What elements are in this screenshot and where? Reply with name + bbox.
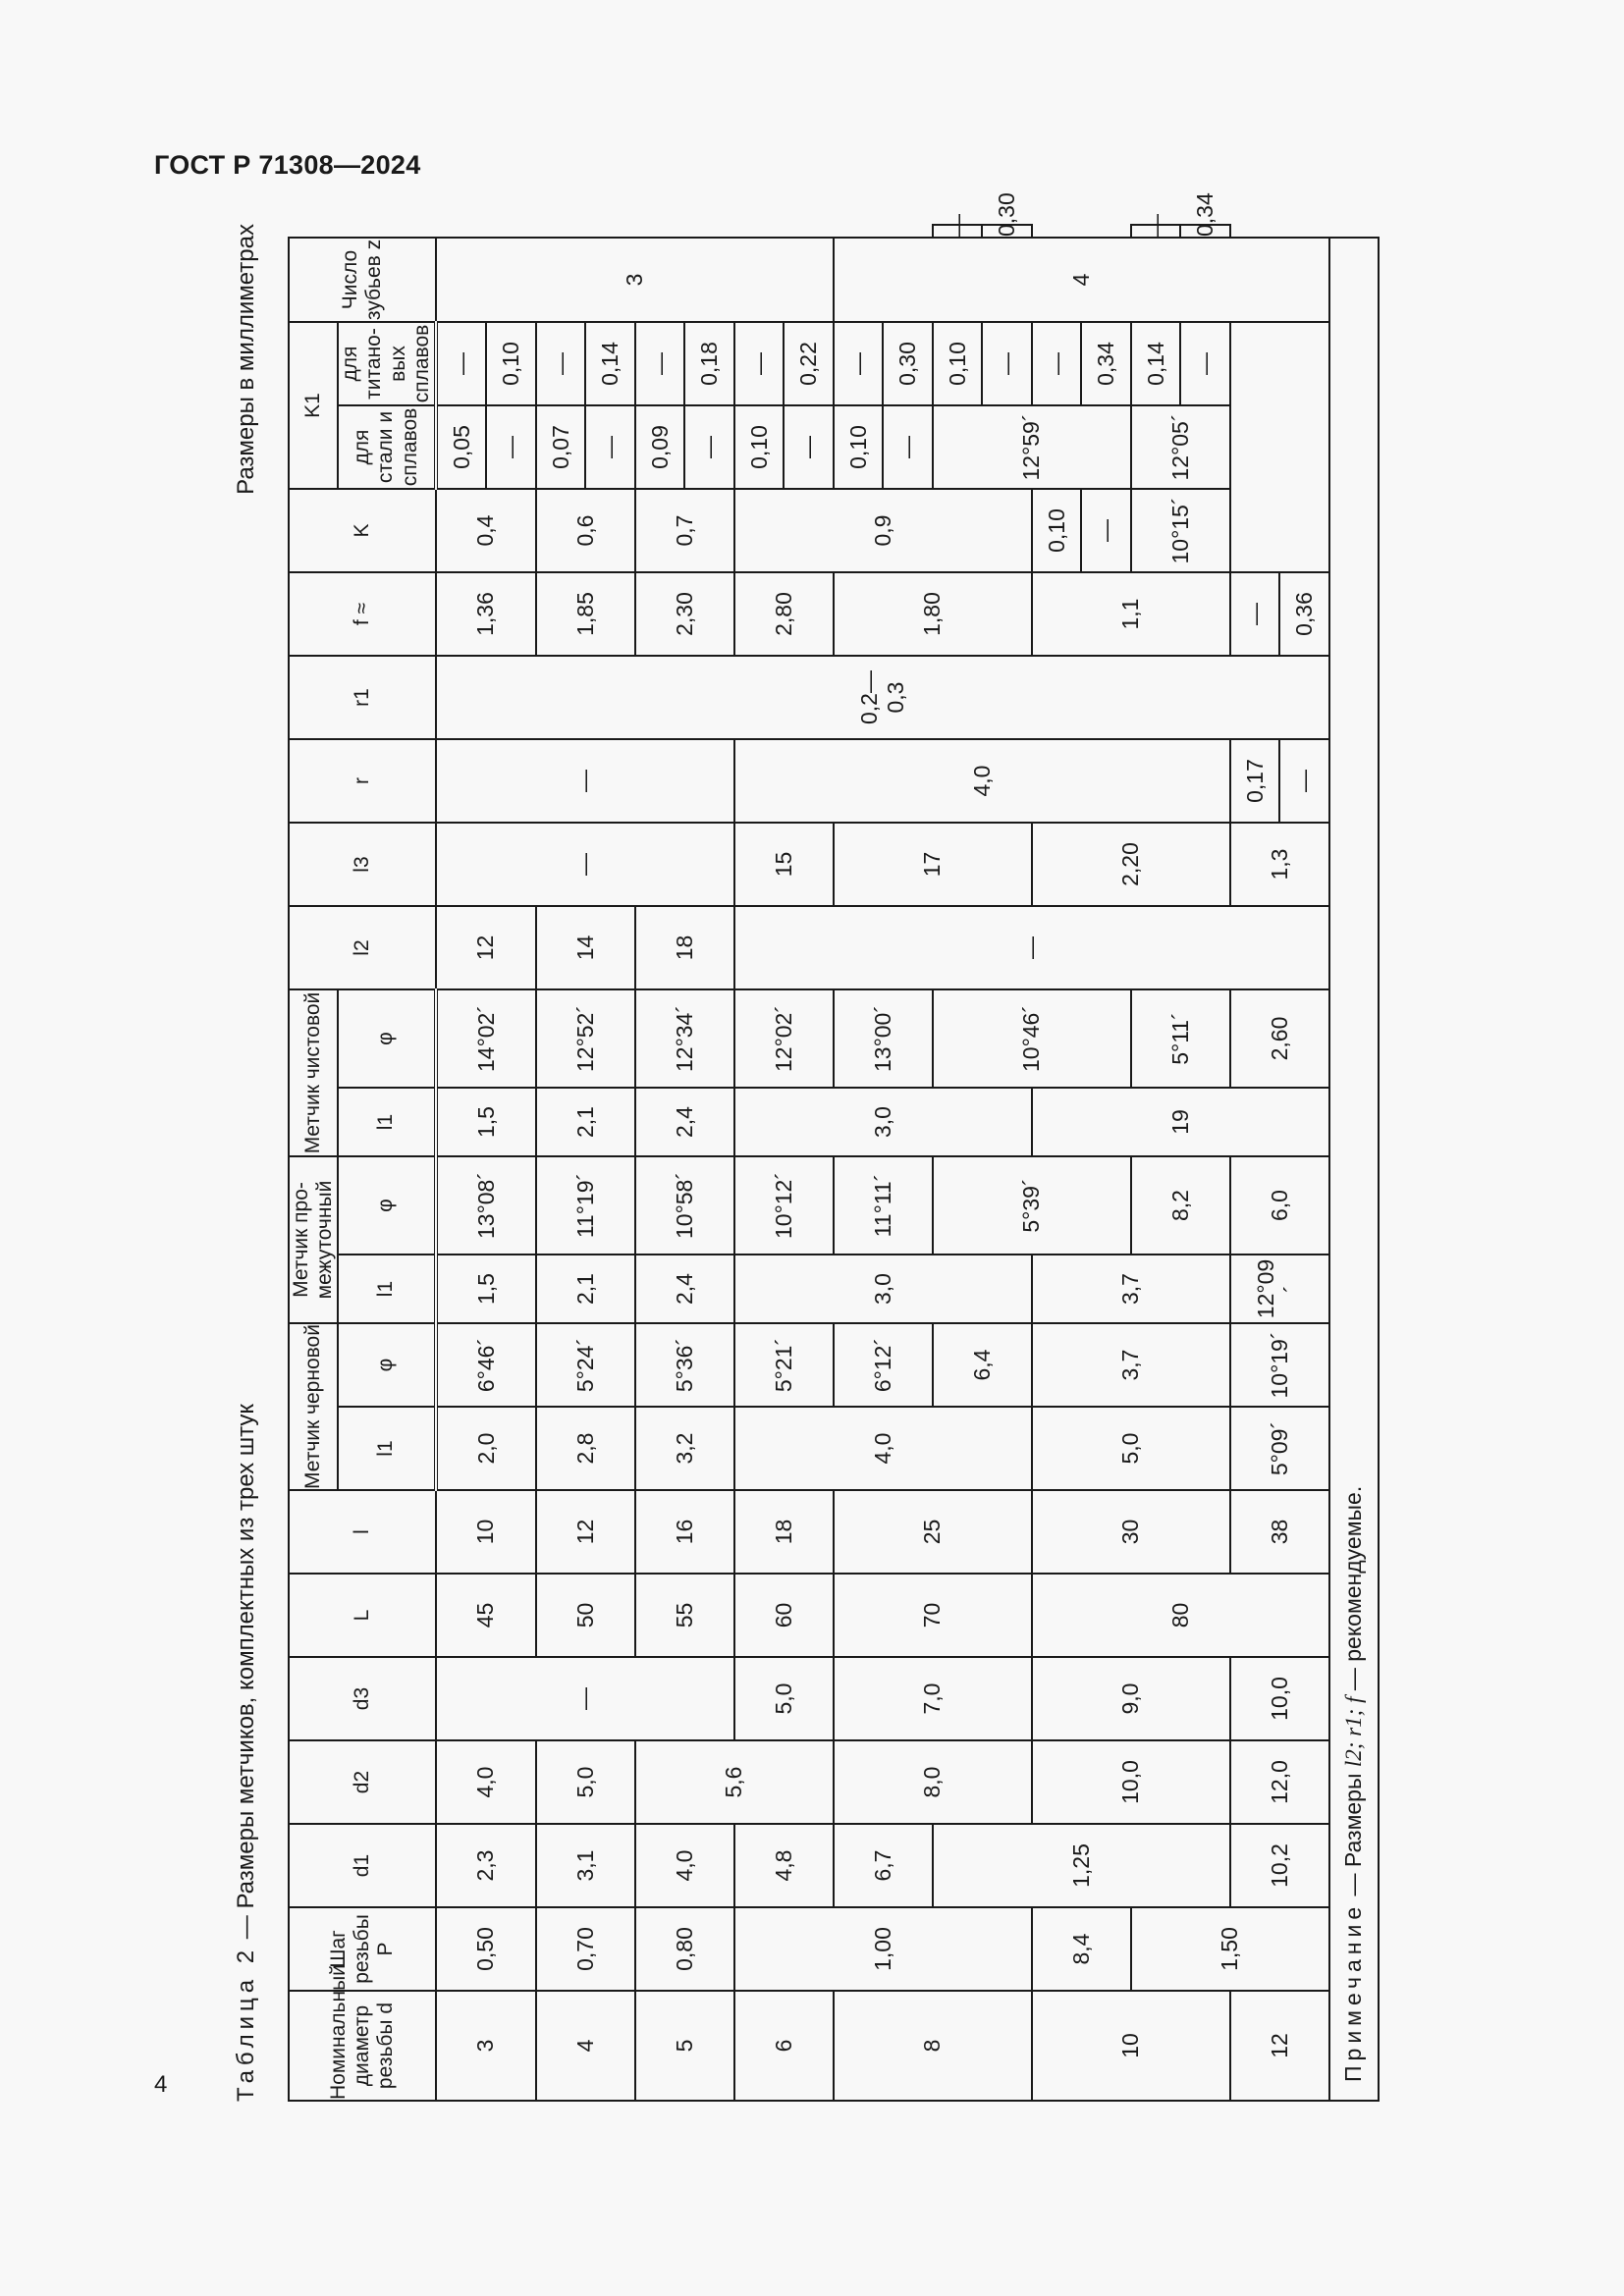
table-title: Таблица 2 — Размеры метчиков, комплектных из трех штук bbox=[233, 1404, 259, 2102]
cell-L: 60 bbox=[734, 1574, 834, 1657]
col-l2: l2 bbox=[289, 906, 436, 989]
cell-rough-phi: 5°09´ bbox=[1230, 1407, 1329, 1490]
tap-dimensions-table bbox=[288, 192, 1380, 2102]
cell-l3: 19 bbox=[1032, 1088, 1329, 1156]
cell-rough-l1: 2,8 bbox=[536, 1407, 635, 1490]
cell-l2: 14 bbox=[536, 906, 635, 989]
cell-K: 0,6 bbox=[536, 489, 635, 572]
cell-l: 25 bbox=[834, 1490, 1032, 1574]
cell-K: 0,7 bbox=[635, 489, 734, 572]
cell-rough-phi: 5°21´ bbox=[734, 1323, 834, 1407]
cell-f: 2,60 bbox=[1230, 989, 1329, 1088]
cell-fin-phi: 12°05´ bbox=[1131, 405, 1230, 489]
cell-f: 2,80 bbox=[734, 572, 834, 656]
col-fin-phi: φ bbox=[338, 989, 436, 1088]
cell-K: 0,9 bbox=[734, 489, 1032, 572]
cell-inter-phi: 10°12´ bbox=[734, 1156, 834, 1255]
cell-inter-phi: 10°15´ bbox=[1131, 489, 1230, 572]
cell-K1-steel: 0,10 bbox=[834, 405, 884, 489]
cell-d2: 12,0 bbox=[1230, 1740, 1329, 1824]
cell-z: 3 bbox=[436, 238, 834, 322]
cell-K1-titanium: 0,34 bbox=[1180, 225, 1230, 238]
cell-inter-l1: 1,5 bbox=[436, 1255, 536, 1323]
col-r1: r1 bbox=[289, 656, 436, 739]
col-K: K bbox=[289, 489, 436, 572]
cell-l: 10 bbox=[436, 1490, 536, 1574]
cell-K1-steel: — bbox=[982, 322, 1032, 405]
col-P: Шаг резьбы P bbox=[289, 1907, 436, 1991]
col-z: Число зубьев z bbox=[289, 238, 436, 322]
cell-rough-l1: 2,0 bbox=[436, 1407, 536, 1490]
cell-inter-phi: 11°11´ bbox=[834, 1156, 933, 1255]
cell-l: 12 bbox=[536, 1490, 635, 1574]
cell-inter-l1: 3,0 bbox=[734, 1255, 1032, 1323]
cell-fin-phi: 12°34´ bbox=[635, 989, 734, 1088]
units-note: Размеры в миллиметрах bbox=[233, 224, 259, 495]
cell-K1-titanium: — bbox=[536, 322, 586, 405]
cell-K: 1,1 bbox=[1032, 572, 1230, 656]
cell-d: 8 bbox=[834, 1991, 1032, 2101]
cell-rough-phi: 5°11´ bbox=[1131, 989, 1230, 1088]
cell-L: 70 bbox=[834, 1574, 1032, 1657]
cell-K1-steel: 0,05 bbox=[436, 405, 487, 489]
cell-fin-l1: 1,5 bbox=[436, 1088, 536, 1156]
cell-K1-titanium: — bbox=[734, 322, 785, 405]
cell-P: 1,00 bbox=[734, 1907, 1032, 1991]
cell-K1-titanium: 0,18 bbox=[684, 322, 734, 405]
cell-l2: — bbox=[734, 906, 1329, 989]
page-number: 4 bbox=[154, 2071, 168, 2098]
note-suffix: — рекомендуемые. bbox=[1340, 1485, 1367, 1697]
cell-L: 55 bbox=[635, 1574, 734, 1657]
cell-d3: 10,0 bbox=[1230, 1657, 1329, 1740]
col-d1: d1 bbox=[289, 1824, 436, 1907]
col-intermediate-tap: Метчик про-межуточный bbox=[289, 1156, 338, 1323]
cell-r: 4,0 bbox=[734, 739, 1230, 823]
cell-P: 1,25 bbox=[933, 1824, 1230, 1907]
cell-inter-l1: 2,4 bbox=[635, 1255, 734, 1323]
cell-d1: 4,8 bbox=[734, 1824, 834, 1907]
cell-l2: 12 bbox=[436, 906, 536, 989]
cell-K1-steel: 0,07 bbox=[536, 405, 586, 489]
cell-d1: 3,1 bbox=[536, 1824, 635, 1907]
cell-K1-titanium: 0,30 bbox=[883, 322, 933, 405]
cell-f: 1,85 bbox=[536, 572, 635, 656]
col-d2: d2 bbox=[289, 1740, 436, 1824]
cell-d1: 4,0 bbox=[635, 1824, 734, 1907]
col-rough-phi: φ bbox=[338, 1323, 436, 1407]
cell-P: 1,50 bbox=[1131, 1907, 1329, 1991]
cell-rough-l1: 4,0 bbox=[734, 1407, 1032, 1490]
cell-fin-l1: 3,0 bbox=[734, 1088, 1032, 1156]
cell-K1-steel: 0,17 bbox=[1230, 739, 1280, 823]
cell-l3: — bbox=[436, 823, 734, 906]
cell-fin-phi: 12°02´ bbox=[734, 989, 834, 1088]
cell-l3: 15 bbox=[734, 823, 834, 906]
col-K1-titanium: для титано-вых сплавов bbox=[338, 322, 436, 405]
col-rough-tap: Метчик черновой bbox=[289, 1323, 338, 1490]
cell-K1-titanium: 0,22 bbox=[784, 322, 834, 405]
col-d3: d3 bbox=[289, 1657, 436, 1740]
cell-f: 1,36 bbox=[436, 572, 536, 656]
cell-d: 4 bbox=[536, 1991, 635, 2101]
table-row bbox=[635, 225, 685, 2101]
cell-rough-phi: 5°36´ bbox=[635, 1323, 734, 1407]
table-row bbox=[436, 225, 487, 2101]
col-l3: l3 bbox=[289, 823, 436, 906]
table-caption bbox=[211, 224, 274, 2102]
cell-K1-steel: — bbox=[585, 405, 635, 489]
cell-d: 5 bbox=[635, 1991, 734, 2101]
cell-inter-phi: 10°19´ bbox=[1230, 1323, 1329, 1407]
cell-f: 1,80 bbox=[834, 572, 1032, 656]
cell-l2: 18 bbox=[635, 906, 734, 989]
cell-inter-phi: 10°58´ bbox=[635, 1156, 734, 1255]
cell-l: 16 bbox=[635, 1490, 734, 1574]
cell-L: 80 bbox=[1032, 1574, 1329, 1657]
cell-d: 12 bbox=[1230, 1991, 1329, 2101]
cell-fin-phi: 12°52´ bbox=[536, 989, 635, 1088]
cell-K1-steel: — bbox=[883, 405, 933, 489]
cell-d1: 8,2 bbox=[1131, 1156, 1230, 1255]
cell-P: 0,80 bbox=[635, 1907, 734, 1991]
cell-fin-phi: 13°00´ bbox=[834, 989, 933, 1088]
cell-d2: 4,0 bbox=[436, 1740, 536, 1824]
cell-K1-titanium: 0,14 bbox=[585, 322, 635, 405]
cell-K1-steel: — bbox=[1279, 739, 1329, 823]
cell-d1: 8,4 bbox=[1032, 1907, 1131, 1991]
cell-K1-steel: 0,14 bbox=[1131, 322, 1181, 405]
table-row bbox=[1230, 225, 1280, 2101]
document-code: ГОСТ Р 71308—2024 bbox=[154, 150, 421, 180]
cell-K1-steel: 0,10 bbox=[933, 322, 983, 405]
cell-rough-phi: 6°12´ bbox=[834, 1323, 933, 1407]
cell-K1-steel: 0,09 bbox=[635, 405, 685, 489]
cell-d3: 5,0 bbox=[734, 1657, 834, 1740]
note-label: Примечание bbox=[1340, 1901, 1367, 2082]
cell-inter-phi: 10°46´ bbox=[933, 989, 1131, 1088]
col-fin-l1: l1 bbox=[338, 1088, 436, 1156]
cell-K1-steel: 0,10 bbox=[734, 405, 785, 489]
cell-d3: 7,0 bbox=[834, 1657, 1032, 1740]
cell-K1-titanium: 0,30 bbox=[982, 225, 1032, 238]
cell-rough-phi: 5°39´ bbox=[933, 1156, 1131, 1255]
cell-K: 1,3 bbox=[1230, 823, 1329, 906]
col-inter-l1: l1 bbox=[338, 1255, 436, 1323]
cell-inter-phi: 11°19´ bbox=[536, 1156, 635, 1255]
cell-K1-steel: — bbox=[1081, 489, 1131, 572]
col-f: f ≈ bbox=[289, 572, 436, 656]
cell-l: 38 bbox=[1230, 1490, 1329, 1574]
table-note bbox=[1329, 238, 1379, 2101]
rotated-table-block bbox=[211, 192, 1389, 2102]
cell-fin-l1: 2,1 bbox=[536, 1088, 635, 1156]
cell-K1-steel: — bbox=[784, 405, 834, 489]
cell-rough-phi: 6°46´ bbox=[436, 1323, 536, 1407]
col-l: l bbox=[289, 1490, 436, 1574]
cell-fin-phi: 12°09´ bbox=[1230, 1255, 1329, 1323]
cell-r: — bbox=[436, 739, 734, 823]
cell-d3: 9,0 bbox=[1032, 1657, 1230, 1740]
cell-rough-l1: 5,0 bbox=[1032, 1407, 1230, 1490]
cell-d: 3 bbox=[436, 1991, 536, 2101]
cell-K1-titanium: — bbox=[1032, 322, 1082, 405]
cell-K1-titanium: — bbox=[834, 322, 884, 405]
cell-K1-steel: — bbox=[486, 405, 536, 489]
cell-d: 6 bbox=[734, 1991, 834, 2101]
cell-z: 4 bbox=[834, 238, 1329, 322]
cell-d: 10 bbox=[1032, 1991, 1230, 2101]
cell-d1: 6,4 bbox=[933, 1323, 1032, 1407]
col-r: r bbox=[289, 739, 436, 823]
note-prefix: — Размеры bbox=[1340, 1767, 1367, 1902]
cell-P: 0,70 bbox=[536, 1907, 635, 1991]
cell-K1-titanium: — bbox=[436, 322, 487, 405]
cell-d1: 2,3 bbox=[436, 1824, 536, 1907]
cell-rough-phi: 5°24´ bbox=[536, 1323, 635, 1407]
cell-K1-titanium: — bbox=[933, 225, 983, 238]
cell-fin-l1: 3,7 bbox=[1032, 1255, 1230, 1323]
col-d: Номинальный диаметр резьбы d bbox=[289, 1991, 436, 2101]
cell-fin-phi: 12°59´ bbox=[933, 405, 1131, 489]
cell-d2: 5,6 bbox=[635, 1740, 834, 1824]
cell-K1-titanium: — bbox=[635, 322, 685, 405]
cell-rough-l1: 3,2 bbox=[635, 1407, 734, 1490]
cell-d1: 6,7 bbox=[834, 1824, 933, 1907]
cell-K1-titanium: 0,34 bbox=[1081, 322, 1131, 405]
col-rough-l1: l1 bbox=[338, 1407, 436, 1490]
note-variables: l2; r1; f bbox=[1341, 1696, 1367, 1768]
col-finishing-tap: Метчик чистовой bbox=[289, 989, 338, 1156]
cell-K1-titanium: — bbox=[1230, 572, 1280, 656]
cell-K1-steel: — bbox=[684, 405, 734, 489]
col-L: L bbox=[289, 1574, 436, 1657]
cell-K1-titanium: — bbox=[1131, 225, 1181, 238]
cell-r1: 0,2—0,3 bbox=[436, 656, 1329, 739]
cell-f: 2,20 bbox=[1032, 823, 1230, 906]
cell-K1-titanium: 0,36 bbox=[1279, 572, 1329, 656]
cell-d2: 5,0 bbox=[536, 1740, 635, 1824]
note-row bbox=[1329, 225, 1379, 2101]
col-inter-phi: φ bbox=[338, 1156, 436, 1255]
cell-f: 2,30 bbox=[635, 572, 734, 656]
cell-L: 50 bbox=[536, 1574, 635, 1657]
cell-r: 6,0 bbox=[1230, 1156, 1329, 1255]
col-K1: K1 bbox=[289, 322, 338, 489]
cell-inter-phi: 13°08´ bbox=[436, 1156, 536, 1255]
cell-K1-titanium: 0,10 bbox=[486, 322, 536, 405]
cell-d1: 10,2 bbox=[1230, 1824, 1329, 1907]
cell-l: 18 bbox=[734, 1490, 834, 1574]
cell-l3: 17 bbox=[834, 823, 1032, 906]
table-row bbox=[536, 225, 586, 2101]
cell-fin-l1: 2,4 bbox=[635, 1088, 734, 1156]
cell-P: 0,50 bbox=[436, 1907, 536, 1991]
col-K1-steel: для стали и сплавов bbox=[338, 405, 436, 489]
cell-d2: 8,0 bbox=[834, 1740, 1032, 1824]
cell-d3: — bbox=[436, 1657, 734, 1740]
cell-K: 0,4 bbox=[436, 489, 536, 572]
cell-K1-steel: — bbox=[1180, 322, 1230, 405]
cell-l: 30 bbox=[1032, 1490, 1230, 1574]
cell-inter-l1: 2,1 bbox=[536, 1255, 635, 1323]
cell-K1-steel: 0,10 bbox=[1032, 489, 1082, 572]
cell-L: 45 bbox=[436, 1574, 536, 1657]
cell-d2: 10,0 bbox=[1032, 1740, 1230, 1824]
cell-fin-phi: 14°02´ bbox=[436, 989, 536, 1088]
cell-inter-l1: 3,7 bbox=[1032, 1323, 1230, 1407]
